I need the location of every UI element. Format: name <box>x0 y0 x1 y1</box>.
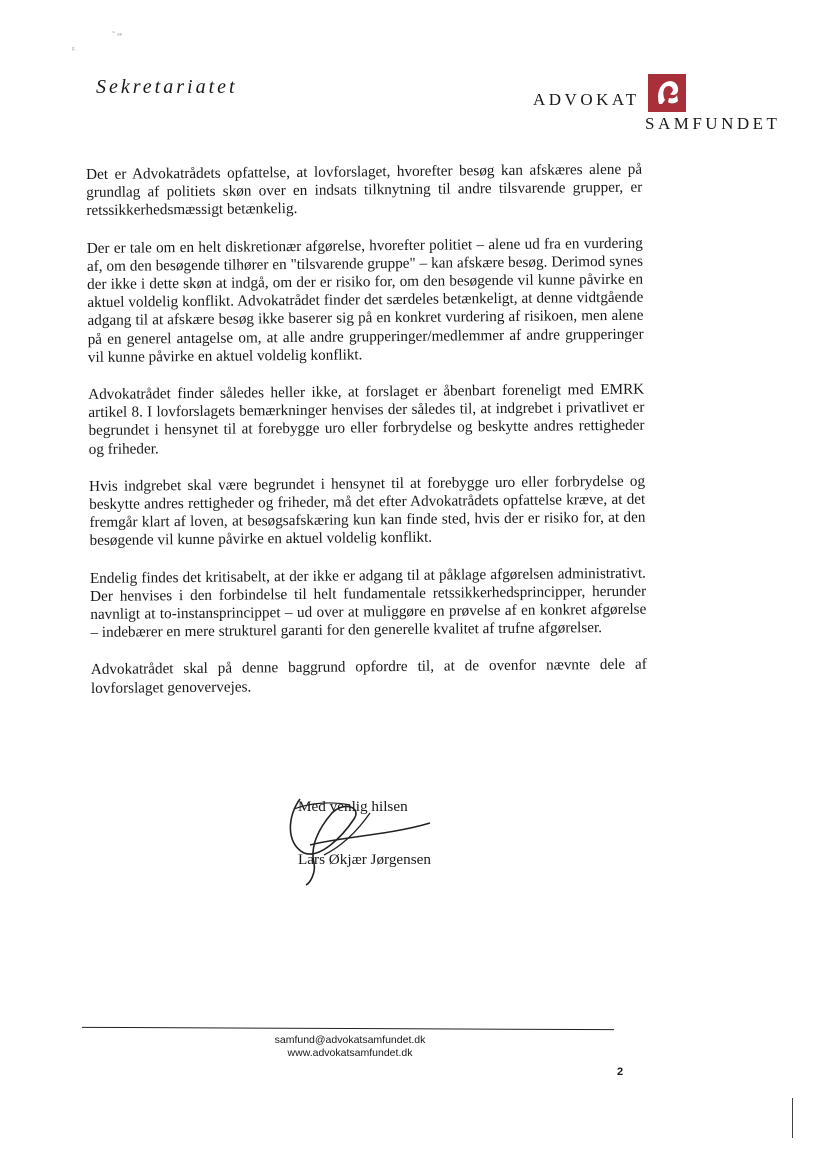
paragraph: Endelig findes det kritisabelt, at der ikke er adgang til at påklage afgørelsen administrativt. Der henvises i den forbindelse til helt fundamentale retssikkerhedsprincipper, herunder navnligt at to-instansprincippet – ud over at muliggøre en prøvelse af en konkret afgørelse – indebærer en mere strukturel garanti for den generelle kvalitet af trufne afgørelser. <box>89 564 647 642</box>
logo-text-samfundet: SAMFUNDET <box>645 114 781 133</box>
footer-email: samfund@advokatsamfundet.dk <box>274 1034 426 1046</box>
handwritten-signature <box>280 785 450 890</box>
signer-name: Lars Økjær Jørgensen <box>298 851 432 869</box>
paragraph: Det er Advokatrådets opfattelse, at lovforslaget, hvorefter besøg kan afskæres alene på grundlag af politiets skøn over en indsats tilknytning til andre tilsvarende grupper, er retssikkerhedsmæssigt betænkelig. <box>86 160 643 220</box>
logo-text-advokat: ADVOKAT <box>533 90 640 109</box>
paragraph: Advokatrådet skal på denne baggrund opfordre til, at de ovenfor nævnte dele af lovforslaget genovervejes. <box>90 656 647 697</box>
footer-website: www.advokatsamfundet.dk <box>287 1047 413 1059</box>
advokatsamfundet-logo <box>533 74 793 140</box>
footer-divider <box>82 1027 614 1030</box>
paragraph: Advokatrådet finder således heller ikke, at forslaget er åbenbart foreneligt med EMRK artikel 8. I lovforslagets bemærkninger henvises der således til, at indgrebet i privatlivet er begrundet i hensynet til at forebygge uro eller forbrydelse og beskytte andres rettigheder og friheder. <box>88 380 645 458</box>
logo-emblem-icon <box>648 74 686 112</box>
scan-artifact: ˜ ᵃᵉ <box>112 30 123 40</box>
department-title: Sekretariatet <box>96 76 238 98</box>
footer-contact <box>200 1034 500 1060</box>
closing-greeting: Med venlig hilsen <box>298 798 408 815</box>
paragraph: Der er tale om en helt diskretionær afgørelse, hvorefter politiet – alene ud fra en vurdering af, om den besøgende tilhører en "tilsvarende gruppe" – kan afskære besøg. Derimod synes der ikke i dette skøn at indgå, om der er risiko for, om den besøgende vil kunne påvirke en aktuel voldelig konflikt. Advokatrådet finder det særdeles betænkeligt, at denne vidtgående adgang til at afskære besøg ikke baserer sig på en konkret vurdering af risikoen, men alene på en generel antagelse om, at alle andre grupperinger/medlemmer af andre grupperinger vil kunne påvirke en aktuel voldelig konflikt. <box>86 234 644 366</box>
page-number: 2 <box>617 1066 624 1078</box>
letter-body <box>86 161 647 717</box>
scan-edge-line <box>792 1098 793 1138</box>
paragraph: Hvis indgrebet skal være begrundet i hensynet til at forebygge uro eller forbrydelse og beskytte andres rettigheder og friheder, må det efter Advokatrådets opfattelse kræve, at det fremgår klart af loven, at besøgsafskæring kun kan finde sted, hvis der er risiko for, at den besøgende vil kunne påvirke en aktuel voldelig konflikt. <box>88 472 646 550</box>
scan-artifact: ᵍ <box>72 44 75 54</box>
